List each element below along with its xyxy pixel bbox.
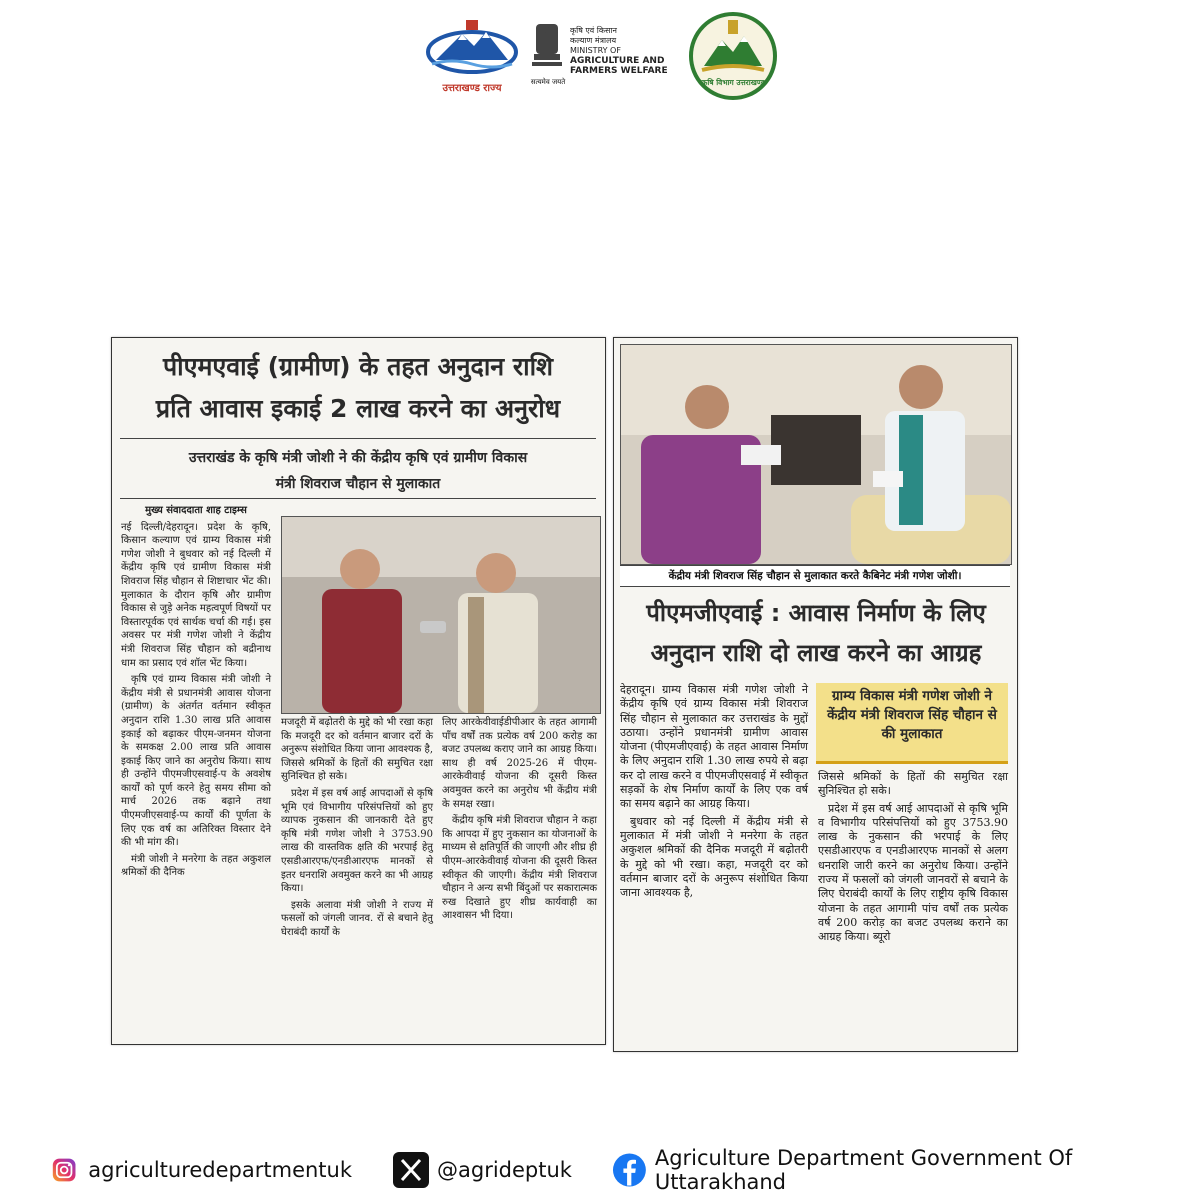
emblem-motto: सत्यमेव जयते: [530, 78, 566, 86]
left-subhead-2: मंत्री शिवराज चौहान से मुलाकात: [275, 476, 441, 492]
right-headline-2: अनुदान राशि दो लाख करने का आग्रह: [650, 639, 982, 667]
uttarakhand-logo-label: उत्तराखण्ड राज्य: [442, 83, 502, 94]
meeting-photo-icon: [282, 517, 600, 713]
left-col1-para-2: कृषि एवं ग्राम्य विकास मंत्री जोशी ने केंद्रीय मंत्री से प्रधानमंत्री आवास योजना (ग्रामीण) के अंतर्गत वर्तमान स्वीकृत अनुदान राशि 1.30 लाख प्रति आवास इकाई को बढ़ाकर पीएम-जनमन योजना के समकक्ष 2.00 लाख प्रति आवास इकाई किए जाने का अनुरोध किया। साथ ही उन्होंने पीएमजीएसवाई-प के अवशेष कार्यों को पूर्ण करने हेतु समय सीमा को मार्च 2026 तक बढ़ाने तथा पीएमजीएसवाई-प्प कार्यों की पूर्णता के लिए एक वर्ष का अतिरिक्त विस्तार देने की भी मांग की।: [121, 674, 271, 849]
meeting-photo-icon: [621, 345, 1011, 564]
left-col2-para-1: मजदूरी में बढ़ोतरी के मुद्दे को भी रखा कहा कि मजदूरी दर को वर्तमान बाजार दरों के अनुरूप संशोधित किया जाना आवश्यक है, जिससे श्रमिकों के हितों की समुचित रक्षा सुनिश्चित हो सके।: [281, 717, 433, 783]
ministry-hindi-line-2: कल्याण मंत्रालय: [570, 36, 617, 45]
newspaper-clipping-left: [111, 337, 606, 1045]
ministry-logo: [530, 18, 680, 98]
right-col2-para-2: प्रदेश में इस वर्ष आई आपदाओं से कृषि भूमि व विभागीय परिसंपत्तियों को हुए 3753.90 लाख के नुकसान की भरपाई के लिए एसडीआरएफ व एनडीआरएफ मानकों से अलग धनराशि जारी करने का अनुरोध किया। उन्होंने राज्य में फसलों को जंगली जानवरों से बचाने के लिए घेराबंदी कार्यों के लिए राष्ट्रीय कृषि विकास योजना के तहत आगामी पांच वर्षों तक प्रत्येक वर्ष 200 करोड़ का बजट उपलब्ध कराने का आग्रह किया। ब्यूरो: [818, 801, 1008, 944]
left-headline-1: पीएमएवाई (ग्रामीण) के तहत अनुदान राशि: [162, 352, 554, 381]
agriculture-dept-logo: [688, 12, 778, 100]
uttarakhand-logo: [422, 18, 522, 92]
right-headline-1: पीएमजीएवाई : आवास निर्माण के लिए: [646, 599, 986, 627]
left-col2-para-3: इसके अलावा मंत्री जोशी ने राज्य में फसलों को जंगली जानव. रों से बचाने हेतु घेराबंदी कार्यों के: [281, 899, 433, 938]
right-highlight-box: [816, 683, 1008, 764]
instagram-link[interactable]: [52, 1150, 352, 1190]
left-byline: मुख्य संवाददाता शाह टाइम्स: [145, 505, 247, 516]
left-col2-para-2: प्रदेश में इस वर्ष आई आपदाओं से कृषि भूमि एवं विभागीय परिसंपत्तियों को हुए व्यापक नुकसान की जानकारी देते हुए कृषि मंत्री गणेश जोशी ने 3753.90 लाख की वास्तविक क्षति की भरपाई हेतु एसडीआरएफ/एनडीआरएफ मानकों से इतर धनराशि अवमुक्त करने का भी आग्रह किया।: [281, 787, 433, 895]
right-col2-para-1: जिससे श्रमिकों के हितों की समुचित रक्षा सुनिश्चित हो सके।: [818, 770, 1008, 798]
agri-dept-logo-label: कृषि विभाग उत्तराखण्ड: [701, 78, 765, 87]
left-col3-para-1: लिए आरकेवीवाईडीपीआर के तहत आगामी पाँच वर्षों तक प्रत्येक वर्ष 200 करोड़ का बजट उपलब्ध कराए जाने का आग्रह किया। साथ ही वर्ष 2025-26 में पीएम-आरकेवीवाई योजना की दूसरी किस्त अवमुक्त करने का अनुरोध भी केंद्रीय मंत्री के समक्ष रखा।: [442, 717, 597, 810]
right-col1-para-2: बुधवार को नई दिल्ली में केंद्रीय मंत्री से मुलाकात में मंत्री जोशी ने मनरेगा के तहत अकुशल श्रमिकों की दैनिक मजदूरी में बढ़ोतरी के मुद्दे को भी रखा। कहा, मजदूरी दर को वर्तमान बाजार दरों के अनुरूप संशोधित किया जाना आवश्यक है,: [620, 814, 808, 900]
ministry-en-line-2: AGRICULTURE AND: [570, 56, 665, 66]
x-link[interactable]: [393, 1150, 593, 1190]
left-headline-rule: [120, 438, 596, 439]
facebook-page-name: Agriculture Department Government Of Uttarakhand: [654, 1146, 1073, 1194]
instagram-handle: agriculturedepartmentuk: [88, 1158, 352, 1182]
uttarakhand-emblem-icon: [422, 18, 522, 76]
left-col1-para-3: मंत्री जोशी ने मनरेगा के तहत अकुशल श्रमिकों की दैनिक: [121, 853, 271, 879]
right-news-photo: [620, 344, 1012, 565]
ministry-hindi-line-1: कृषि एवं किसान: [570, 26, 617, 35]
facebook-link[interactable]: [612, 1146, 1192, 1194]
left-col3-para-2: केंद्रीय कृषि मंत्री शिवराज चौहान ने कहा कि आपदा में हुए नुकसान का योजनाओं के माध्यम से क्षतिपूर्ति की जाएगी और शीघ्र ही पीएम-आरकेवीवाई योजना की दूसरी किस्त स्वीकृत की जाएगी। केंद्रीय मंत्री शिवराज चौहान ने अन्य सभी बिंदुओं पर सकारात्मक रुख दिखाते हुए शीघ्र कार्यवाही का आश्वासन भी दिया।: [442, 815, 597, 922]
national-emblem-icon: [530, 18, 564, 80]
facebook-icon: [612, 1152, 647, 1188]
left-subhead-rule: [120, 498, 596, 499]
left-headline-2: प्रति आवास इकाई 2 लाख करने का अनुरोध: [155, 394, 561, 423]
right-col1-para-1: देहरादून। ग्राम्य विकास मंत्री गणेश जोशी ने केंद्रीय कृषि एवं ग्राम्य विकास मंत्री शिवराज सिंह चौहान से मुलाकात कर उत्तराखंड के मुद्दों उठाया। उन्होंने प्रधानमंत्री ग्रामीण आवास योजना (पीएमजीएवाई) के तहत आवास निर्माण के लिए अनुदान राशि 1.30 लाख रुपये से बढ़ा कर दो लाख करने व पीएमजीएसवाई में स्वीकृत सड़कों के शेष निर्माण कार्यों के लिए एक वर्ष का समय बढ़ाने का आग्रह किया।: [620, 683, 808, 811]
ministry-en-line-1: MINISTRY OF: [570, 46, 621, 55]
left-col1-para-1: नई दिल्ली/देहरादून। प्रदेश के कृषि, किसान कल्याण एवं ग्राम्य विकास मंत्री गणेश जोशी ने बुधवार को नई दिल्ली में केंद्रीय कृषि एवं ग्रामीण विकास मंत्री शिवराज सिंह चौहान से शिष्टाचार भेंट की। मुलाकात के दौरान कृषि और ग्रामीण विकास से जुड़े अनेक महत्वपूर्ण विषयों पर विस्तारपूर्वक एवं सार्थक चर्चा की गई। इस अवसर पर मंत्री गणेश जोशी ने केंद्रीय मंत्री शिवराज सिंह चौहान को बद्रीनाथ धाम का प्रसाद एवं शॉल भेंट किया।: [121, 521, 271, 669]
right-photo-caption: केंद्रीय मंत्री शिवराज सिंह चौहान से मुलाकात करते कैबिनेट मंत्री गणेश जोशी।: [620, 565, 1010, 587]
left-subhead-1: उत्तराखंड के कृषि मंत्री जोशी ने की केंद्रीय कृषि एवं ग्रामीण विकास: [188, 450, 528, 466]
left-news-photo: [281, 516, 601, 714]
x-logo-icon: [393, 1152, 429, 1188]
newspaper-clipping-right: [613, 337, 1018, 1052]
right-highlight-text: ग्राम्य विकास मंत्री गणेश जोशी ने केंद्रीय मंत्री शिवराज सिंह चौहान से की मुलाकात: [827, 688, 997, 742]
instagram-icon: [52, 1155, 76, 1185]
ministry-en-line-3: FARMERS WELFARE: [570, 66, 668, 76]
x-handle: @agrideptuk: [437, 1158, 572, 1182]
